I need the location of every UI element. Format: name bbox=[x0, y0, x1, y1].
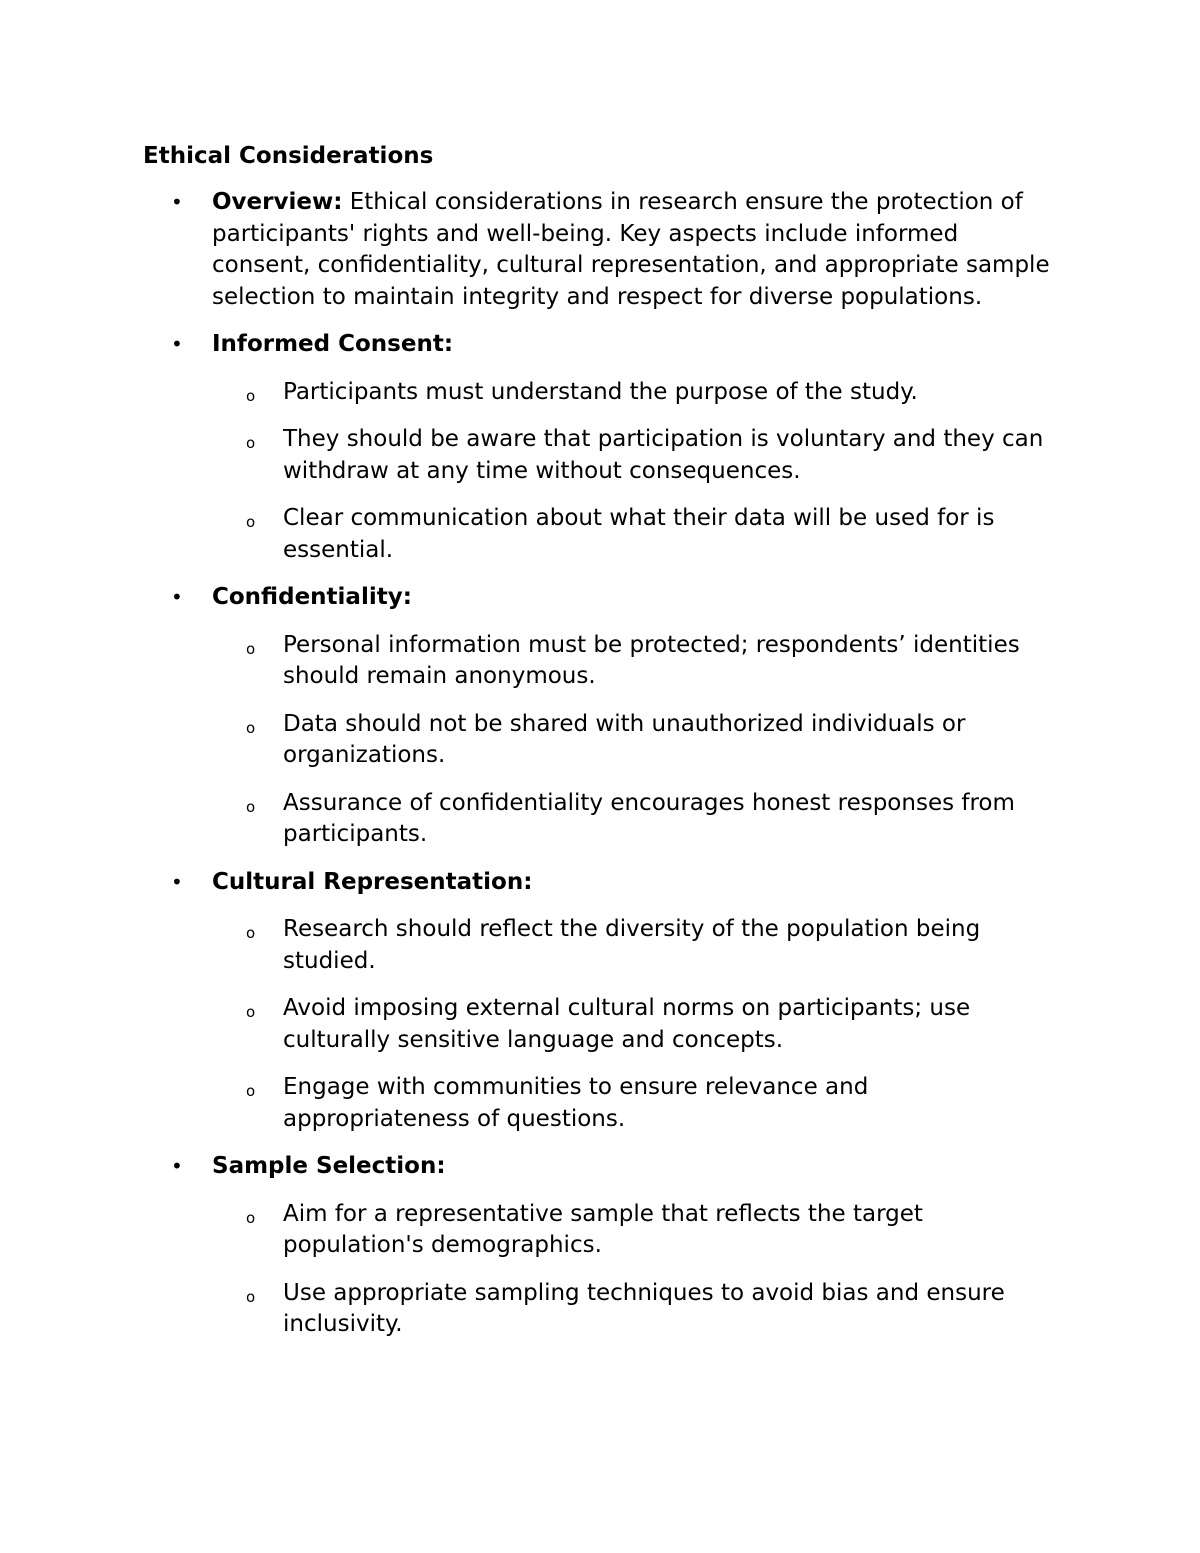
section-sample-selection bbox=[0, 1151, 1200, 1341]
list-item-text: Engage with communities to ensure relevance and appropriateness of questions. bbox=[283, 1074, 869, 1132]
circle-bullet-icon: o bbox=[246, 434, 256, 452]
list-item-text: Avoid imposing external cultural norms on participants; use culturally sensitive language and concepts. bbox=[283, 995, 971, 1053]
list-item bbox=[0, 709, 1200, 772]
list-item bbox=[0, 503, 1200, 566]
section-cultural-representation bbox=[0, 867, 1200, 1136]
list-item-text: Clear communication about what their data will be used for is essential. bbox=[283, 505, 995, 563]
section-overview-text bbox=[212, 187, 1052, 313]
list-item-text: They should be aware that participation is voluntary and they can withdraw at any time without consequences. bbox=[283, 426, 1044, 484]
section-heading: Sample Selection: bbox=[212, 1153, 446, 1179]
bullet-icon: • bbox=[171, 1154, 183, 1178]
list-item bbox=[0, 788, 1200, 851]
bullet-icon: • bbox=[171, 332, 183, 356]
section-heading: Informed Consent: bbox=[212, 331, 454, 357]
list-item-text: Assurance of confidentiality encourages honest responses from participants. bbox=[283, 789, 1015, 847]
list-item-text: Participants must understand the purpose of the study. bbox=[283, 378, 918, 405]
bullet-icon: • bbox=[171, 585, 183, 609]
list-item bbox=[0, 630, 1200, 693]
bullet-icon: • bbox=[171, 190, 183, 214]
circle-bullet-icon: o bbox=[246, 718, 256, 737]
section-heading: Cultural Representation: bbox=[212, 868, 533, 895]
list-item-text: Personal information must be protected; respondents’ identities should remain anonymous. bbox=[283, 631, 1020, 689]
list-item bbox=[0, 1199, 1200, 1262]
section-informed-consent bbox=[0, 329, 1200, 566]
sub-list bbox=[0, 630, 1200, 851]
circle-bullet-icon: o bbox=[246, 513, 256, 531]
list-item-text: Use appropriate sampling techniques to avoid bias and ensure inclusivity. bbox=[283, 1279, 1005, 1337]
list-item bbox=[0, 1072, 1200, 1135]
section-overview bbox=[0, 187, 1200, 313]
circle-bullet-icon: o bbox=[246, 924, 256, 942]
section-confidentiality bbox=[0, 582, 1200, 851]
sub-list bbox=[0, 1199, 1200, 1341]
circle-bullet-icon: o bbox=[246, 639, 256, 658]
list-item-text: Research should reflect the diversity of the population being studied. bbox=[283, 916, 981, 974]
circle-bullet-icon: o bbox=[246, 1082, 256, 1100]
circle-bullet-icon: o bbox=[246, 1287, 256, 1306]
document-title: Ethical Considerations bbox=[143, 143, 434, 169]
section-body: Ethical considerations in research ensure the protection of participants' rights and well-being. Key aspects include informed consent, confidentiality, cultural representation, and appropriate sample selection to maintain integrity and respect for diverse populations. bbox=[212, 189, 1050, 310]
section-heading: Confidentiality: bbox=[212, 584, 412, 610]
list-item bbox=[0, 914, 1200, 977]
list-item bbox=[0, 424, 1200, 487]
list-item-text: Aim for a representative sample that reflects the target population's demographics. bbox=[283, 1200, 923, 1258]
list-item bbox=[0, 1278, 1200, 1341]
circle-bullet-icon: o bbox=[246, 1208, 256, 1227]
sub-list bbox=[0, 914, 1200, 1135]
section-heading: Overview: bbox=[212, 189, 343, 215]
circle-bullet-icon: o bbox=[246, 386, 256, 405]
list-item bbox=[0, 993, 1200, 1056]
list-item bbox=[0, 377, 1200, 409]
sub-list bbox=[0, 377, 1200, 567]
circle-bullet-icon: o bbox=[246, 1003, 256, 1021]
bullet-icon: • bbox=[171, 869, 183, 894]
circle-bullet-icon: o bbox=[246, 797, 256, 816]
section-list bbox=[0, 187, 1200, 1357]
list-item-text: Data should not be shared with unauthorized individuals or organizations. bbox=[283, 710, 966, 768]
